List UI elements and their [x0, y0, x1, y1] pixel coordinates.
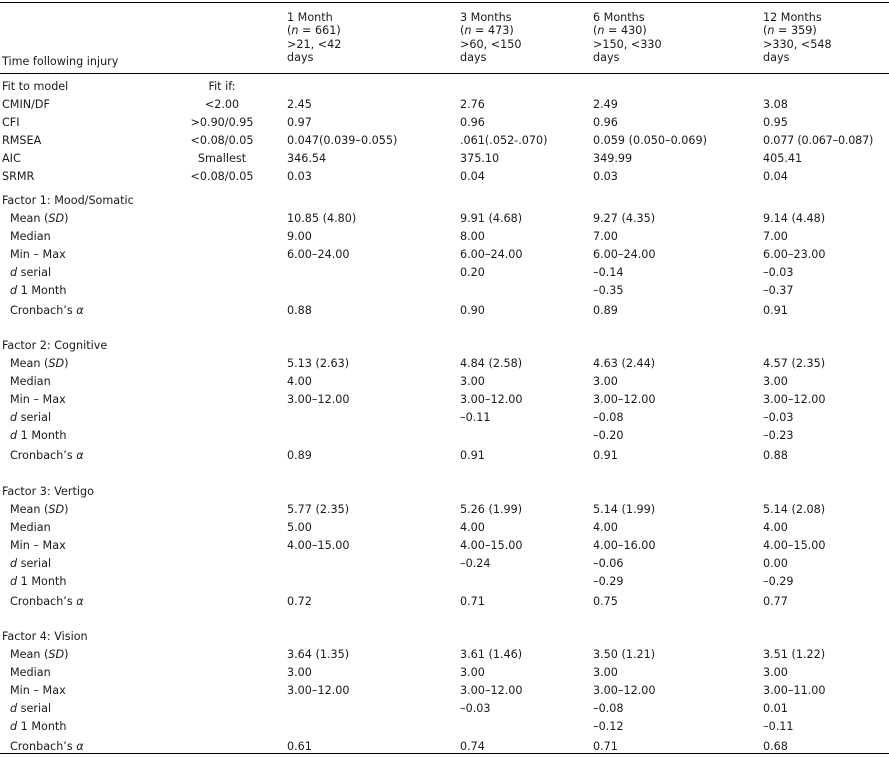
col-header-12months: [763, 11, 832, 65]
row-label: Median: [10, 666, 51, 679]
value-6months: 4.63 (2.44): [593, 357, 656, 370]
value-1month: 3.00–12.00: [287, 393, 350, 406]
table-row: [0, 664, 889, 682]
value-12months: –0.03: [763, 266, 794, 279]
value-6months: 3.00: [593, 666, 618, 679]
value-12months: 0.68: [763, 740, 788, 753]
value-1month: 2.45: [287, 98, 312, 111]
col-header-6months: [593, 11, 662, 65]
value-12months: 0.01: [763, 702, 788, 715]
value-6months: 0.03: [593, 170, 618, 183]
table-top-rule: [0, 2, 889, 3]
row-label: Median: [10, 521, 51, 534]
value-12months: –0.11: [763, 720, 794, 733]
col-n: (n = 430): [593, 24, 647, 38]
value-12months: 3.08: [763, 98, 788, 111]
header-rule: [0, 73, 889, 74]
value-3months: 4.00: [460, 521, 485, 534]
value-3months: 4.84 (2.58): [460, 357, 523, 370]
value-12months: 0.04: [763, 170, 788, 183]
value-3months: 0.20: [460, 266, 485, 279]
value-6months: 3.00: [593, 375, 618, 388]
value-12months: –0.29: [763, 575, 794, 588]
table-row: [0, 96, 889, 114]
row-label: Min – Max: [10, 684, 66, 697]
col-unit: days: [460, 51, 487, 65]
table-row: [0, 537, 889, 555]
value-1month: 0.61: [287, 740, 312, 753]
table-row: [0, 302, 889, 320]
criterion: <0.08/0.05: [190, 134, 254, 147]
value-12months: –0.03: [763, 411, 794, 424]
col-unit: days: [287, 51, 314, 65]
value-1month: 9.00: [287, 230, 312, 243]
value-12months: 0.77: [763, 595, 788, 608]
value-1month: 0.97: [287, 116, 312, 129]
value-6months: 0.71: [593, 740, 618, 753]
table-row: [0, 409, 889, 427]
value-3months: 3.00–12.00: [460, 684, 523, 697]
factor-title: Factor 3: Vertigo: [2, 485, 94, 498]
value-6months: 4.00: [593, 521, 618, 534]
table-row: [0, 700, 889, 718]
value-3months: 0.74: [460, 740, 485, 753]
value-12months: 3.00–11.00: [763, 684, 826, 697]
criterion: <2.00: [204, 98, 240, 111]
table-row: [0, 168, 889, 186]
value-12months: 0.91: [763, 304, 788, 317]
row-label: Cronbach’s α: [10, 304, 84, 317]
value-6months: 0.89: [593, 304, 618, 317]
value-3months: 3.00–12.00: [460, 393, 523, 406]
table-row: [0, 447, 889, 465]
value-1month: 5.00: [287, 521, 312, 534]
value-6months: –0.08: [593, 702, 624, 715]
row-label: d 1 Month: [10, 284, 67, 297]
col-header-1month: [287, 11, 341, 65]
value-3months: 2.76: [460, 98, 485, 111]
value-1month: 3.00–12.00: [287, 684, 350, 697]
value-1month: 6.00–24.00: [287, 248, 350, 261]
value-12months: 0.00: [763, 557, 788, 570]
value-3months: 3.00: [460, 666, 485, 679]
row-label: CFI: [2, 116, 20, 129]
value-12months: 0.077 (0.067–0.087): [763, 134, 874, 147]
value-12months: –0.37: [763, 284, 794, 297]
col-n: (n = 473): [460, 24, 514, 38]
col-range: >60, <150: [460, 37, 522, 51]
table-row: [0, 391, 889, 409]
row-label: Median: [10, 375, 51, 388]
table-row: [0, 718, 889, 736]
value-1month: 346.54: [287, 152, 327, 165]
fit-section-header: [0, 78, 889, 96]
value-3months: 9.91 (4.68): [460, 212, 523, 225]
table-row: [0, 501, 889, 519]
value-6months: –0.14: [593, 266, 624, 279]
value-3months: 0.90: [460, 304, 485, 317]
table-row: [0, 132, 889, 150]
value-1month: 0.89: [287, 449, 312, 462]
value-6months: 7.00: [593, 230, 618, 243]
value-3months: 0.71: [460, 595, 485, 608]
value-6months: 349.99: [593, 152, 633, 165]
value-6months: 2.49: [593, 98, 618, 111]
table-row: [0, 264, 889, 282]
value-1month: 10.85 (4.80): [287, 212, 357, 225]
table-row: [0, 282, 889, 300]
value-12months: 7.00: [763, 230, 788, 243]
value-3months: 4.00–15.00: [460, 539, 523, 552]
value-1month: 3.00: [287, 666, 312, 679]
value-3months: 6.00–24.00: [460, 248, 523, 261]
row-label: d 1 Month: [10, 429, 67, 442]
row-label: d serial: [10, 702, 52, 715]
value-6months: 5.14 (1.99): [593, 503, 656, 516]
criterion: Smallest: [197, 152, 247, 165]
value-3months: –0.03: [460, 702, 491, 715]
col-title: 3 Months: [460, 11, 512, 24]
value-1month: 0.047(0.039–0.055): [287, 134, 398, 147]
row-label: Min – Max: [10, 539, 66, 552]
value-6months: 3.00–12.00: [593, 393, 656, 406]
factor-title: Factor 4: Vision: [2, 630, 88, 643]
value-3months: –0.11: [460, 411, 491, 424]
row-label: d serial: [10, 411, 52, 424]
row-label: Mean (SD): [10, 212, 69, 225]
value-1month: 5.13 (2.63): [287, 357, 350, 370]
row-label: Cronbach’s α: [10, 449, 84, 462]
value-1month: 4.00: [287, 375, 312, 388]
col-unit: days: [763, 51, 790, 65]
value-1month: 4.00–15.00: [287, 539, 350, 552]
value-3months: .061(.052-.070): [460, 134, 548, 147]
row-label: RMSEA: [2, 134, 42, 147]
value-12months: 3.51 (1.22): [763, 648, 826, 661]
row-label: Median: [10, 230, 51, 243]
table-row: [0, 519, 889, 537]
value-6months: 0.96: [593, 116, 618, 129]
col-unit: days: [593, 51, 620, 65]
value-1month: 0.88: [287, 304, 312, 317]
value-12months: 0.88: [763, 449, 788, 462]
value-12months: 3.00: [763, 666, 788, 679]
value-3months: –0.24: [460, 557, 491, 570]
col-range: >150, <330: [593, 37, 662, 51]
section-title: Fit to model: [2, 80, 69, 93]
value-3months: 375.10: [460, 152, 500, 165]
value-1month: 0.03: [287, 170, 312, 183]
row-label: Mean (SD): [10, 648, 69, 661]
table-row: [0, 682, 889, 700]
row-label: AIC: [2, 152, 21, 165]
col-range: >330, <548: [763, 37, 832, 51]
value-6months: 9.27 (4.35): [593, 212, 656, 225]
table-row: [0, 593, 889, 611]
col-title: 1 Month: [287, 11, 333, 24]
value-1month: 3.64 (1.35): [287, 648, 350, 661]
criterion: >0.90/0.95: [190, 116, 254, 129]
value-3months: 0.96: [460, 116, 485, 129]
value-6months: –0.08: [593, 411, 624, 424]
row-label: SRMR: [2, 170, 35, 183]
table-bottom-rule: [0, 753, 889, 754]
col-n: (n = 661): [287, 24, 341, 38]
value-6months: –0.20: [593, 429, 624, 442]
value-12months: –0.23: [763, 429, 794, 442]
value-6months: 4.00–16.00: [593, 539, 656, 552]
col-title: 6 Months: [593, 11, 645, 24]
row-label: d 1 Month: [10, 575, 67, 588]
value-6months: 0.91: [593, 449, 618, 462]
value-12months: 9.14 (4.48): [763, 212, 826, 225]
value-12months: 3.00–12.00: [763, 393, 826, 406]
value-12months: 405.41: [763, 152, 803, 165]
value-6months: –0.35: [593, 284, 624, 297]
row-label: Mean (SD): [10, 357, 69, 370]
value-6months: –0.29: [593, 575, 624, 588]
value-3months: 8.00: [460, 230, 485, 243]
table-row: [0, 246, 889, 264]
row-label: Min – Max: [10, 248, 66, 261]
value-6months: 3.50 (1.21): [593, 648, 656, 661]
factor-title-row: [0, 483, 889, 501]
col-n: (n = 359): [763, 24, 817, 38]
value-3months: 3.61 (1.46): [460, 648, 523, 661]
value-3months: 0.04: [460, 170, 485, 183]
table-row: [0, 210, 889, 228]
table-row: [0, 646, 889, 664]
factor-title-row: [0, 628, 889, 646]
row-label: CMIN/DF: [2, 98, 50, 111]
value-1month: 5.77 (2.35): [287, 503, 350, 516]
criterion: <0.08/0.05: [190, 170, 254, 183]
value-6months: 0.75: [593, 595, 618, 608]
factor-title: Factor 2: Cognitive: [2, 339, 108, 352]
value-6months: –0.06: [593, 557, 624, 570]
value-3months: 5.26 (1.99): [460, 503, 523, 516]
row-label: Cronbach’s α: [10, 740, 84, 753]
table-row: [0, 427, 889, 445]
value-3months: 3.00: [460, 375, 485, 388]
row-label: Mean (SD): [10, 503, 69, 516]
criteria-header: Fit if:: [208, 80, 236, 93]
value-12months: 4.00: [763, 521, 788, 534]
table-row: [0, 373, 889, 391]
row-label: d serial: [10, 266, 52, 279]
value-6months: 0.059 (0.050–0.069): [593, 134, 707, 147]
table-row: [0, 573, 889, 591]
table-row: [0, 228, 889, 246]
value-6months: 3.00–12.00: [593, 684, 656, 697]
factor-title-row: [0, 337, 889, 355]
row-label: d 1 Month: [10, 720, 67, 733]
table-row: [0, 114, 889, 132]
value-12months: 5.14 (2.08): [763, 503, 826, 516]
value-12months: 3.00: [763, 375, 788, 388]
factor-title-row: [0, 192, 889, 210]
value-12months: 4.00–15.00: [763, 539, 826, 552]
row-label: d serial: [10, 557, 52, 570]
value-12months: 4.57 (2.35): [763, 357, 826, 370]
col-range: >21, <42: [287, 37, 342, 51]
row-header-label: Time following injury: [2, 55, 119, 68]
value-3months: 0.91: [460, 449, 485, 462]
factor-title: Factor 1: Mood/Somatic: [2, 194, 134, 207]
value-12months: 6.00–23.00: [763, 248, 826, 261]
table-row: [0, 355, 889, 373]
row-label: Min – Max: [10, 393, 66, 406]
col-header-3months: [460, 11, 521, 65]
value-6months: –0.12: [593, 720, 624, 733]
value-6months: 6.00–24.00: [593, 248, 656, 261]
table-row: [0, 555, 889, 573]
row-label: Cronbach’s α: [10, 595, 84, 608]
value-1month: 0.72: [287, 595, 312, 608]
col-title: 12 Months: [763, 11, 822, 24]
value-12months: 0.95: [763, 116, 788, 129]
table-row: [0, 150, 889, 168]
